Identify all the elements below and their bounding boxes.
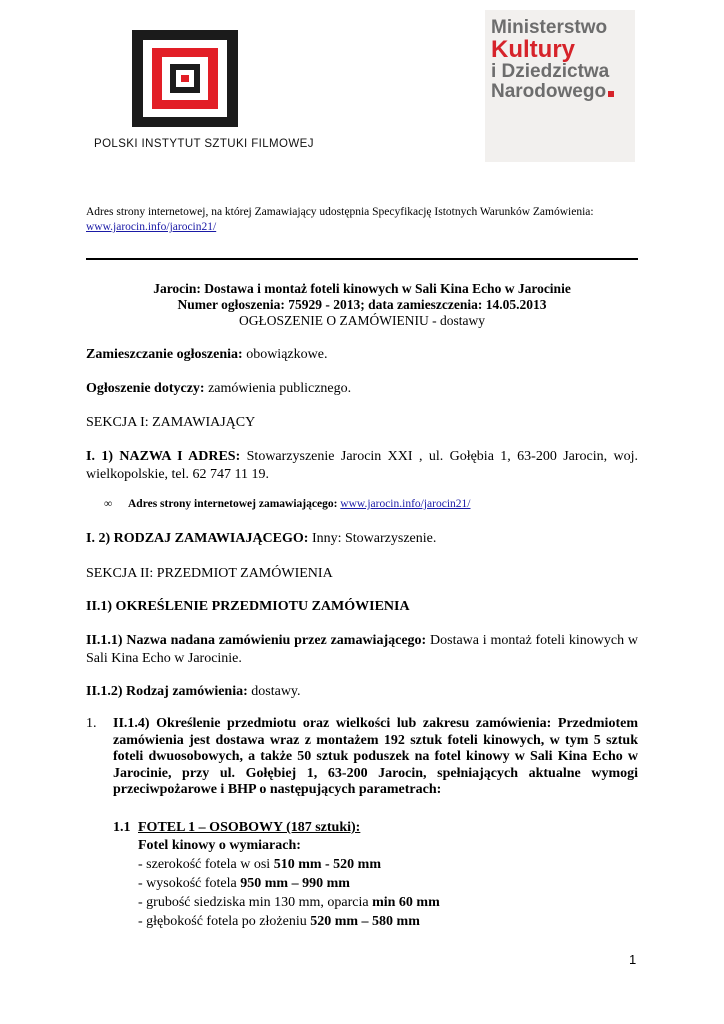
concerns-line [86, 380, 638, 398]
order-name-value: Dostawa i montaż foteli kinowych w Sali Kina Echo w Jarocinie. [86, 633, 638, 666]
website-label: Adres strony internetowej zamawiającego: [128, 498, 338, 510]
name-address-value: Stowarzyszenie Jarocin XXI , ul. Gołębia 1, 63-200 Jarocin, woj. wielkopolskie, tel. 62 747 11 19. [86, 449, 639, 482]
ministry-logo [485, 10, 635, 162]
contracting-type-label: I. 2) RODZAJ ZAMAWIAJĄCEGO: [86, 531, 309, 546]
section-1-heading: SEKCJA I: ZAMAWIAJĄCY [86, 415, 256, 430]
notice-title-block [86, 281, 638, 329]
placement-value: obowiązkowe. [242, 347, 328, 362]
website-bullet [104, 498, 470, 510]
concerns-value: zamówienia publicznego. [204, 381, 352, 396]
address-link[interactable]: www.jarocin.info/jarocin21/ [86, 221, 217, 233]
order-type-label: II.1.2) Rodzaj zamówienia: [86, 684, 248, 699]
contracting-type-value: Inny: Stowarzyszenie. [308, 531, 437, 546]
ministry-line-4: Narodowego [491, 82, 614, 101]
notice-type: OGŁOSZENIE O ZAMÓWIENIU - dostawy [239, 313, 485, 328]
pisf-name: POLSKI INSTYTUT SZTUKI FILMOWEJ [94, 138, 314, 150]
notice-title: Jarocin: Dostawa i montaż foteli kinowych w Sali Kina Echo w Jarocinie [153, 281, 571, 296]
name-address-line [86, 448, 638, 484]
sub-item-title: FOTEL 1 – OSOBOWY (187 sztuki): [138, 820, 361, 835]
dimension-depth: - głębokość fotela po złożeniu 520 mm – 580 mm [138, 914, 420, 929]
order-type-value: dostawy. [247, 684, 301, 699]
order-name-line [86, 632, 638, 668]
ministry-dot-icon [608, 91, 614, 97]
address-block [86, 205, 646, 235]
dimensions-title: Fotel kinowy o wymiarach: [138, 838, 301, 853]
address-intro: Adres strony internetowej, na której Zamawiający udostępnia Specyfikację Istotnych Warunków Zamówienia: [86, 206, 594, 218]
name-address-label: I. 1) NAZWA I ADRES: [86, 449, 241, 464]
divider [86, 258, 638, 260]
sub-item-number: 1.1 [113, 820, 131, 835]
list-number: 1. [86, 716, 97, 731]
ministry-line-1: Ministerstwo [491, 17, 608, 38]
section-2-heading: SEKCJA II: PRZEDMIOT ZAMÓWIENIA [86, 566, 333, 581]
concerns-label: Ogłoszenie dotyczy: [86, 381, 205, 396]
page-number: 1 [629, 952, 637, 967]
ministry-line-2: Kultury [491, 36, 575, 63]
placement-line [86, 346, 638, 364]
placement-label: Zamieszczanie ogłoszenia: [86, 347, 243, 362]
contracting-type-line [86, 530, 638, 548]
dimension-thickness: - grubość siedziska min 130 mm, oparcia min 60 mm [138, 895, 440, 910]
order-name-label: II.1.1) Nazwa nadana zamówieniu przez zamawiającego: [86, 633, 427, 648]
website-link[interactable]: www.jarocin.info/jarocin21/ [340, 498, 471, 510]
dimension-width: - szerokość fotela w osi 510 mm - 520 mm [138, 857, 381, 872]
infinity-bullet-icon: ∞ [104, 498, 113, 510]
order-type-line [86, 683, 638, 701]
pisf-logo [118, 30, 258, 130]
notice-number: Numer ogłoszenia: 75929 - 2013; data zamieszczenia: 14.05.2013 [177, 297, 547, 312]
ministry-line-3: i Dziedzictwa [491, 61, 610, 82]
list-item: II.1.4) Określenie przedmiotu oraz wielkości lub zakresu zamówienia: Przedmiotem zamówienia jest dostawa wraz z montażem 192 sztuk foteli kinowych, w tym 5 sztuk foteli dwuosobowych, a także 50 sztuk poduszek na fotel kinowy w Sali Kina Echo w Jarocinie, przy ul. Gołębiej 1, 63-200 Jarocin, spełniających aktualne wymogi przeciwpożarowe i BHP o następujących parametrach: [113, 716, 638, 797]
subject-heading: II.1) OKREŚLENIE PRZEDMIOTU ZAMÓWIENIA [86, 599, 410, 614]
dimension-height: - wysokość fotela 950 mm – 990 mm [138, 876, 350, 891]
